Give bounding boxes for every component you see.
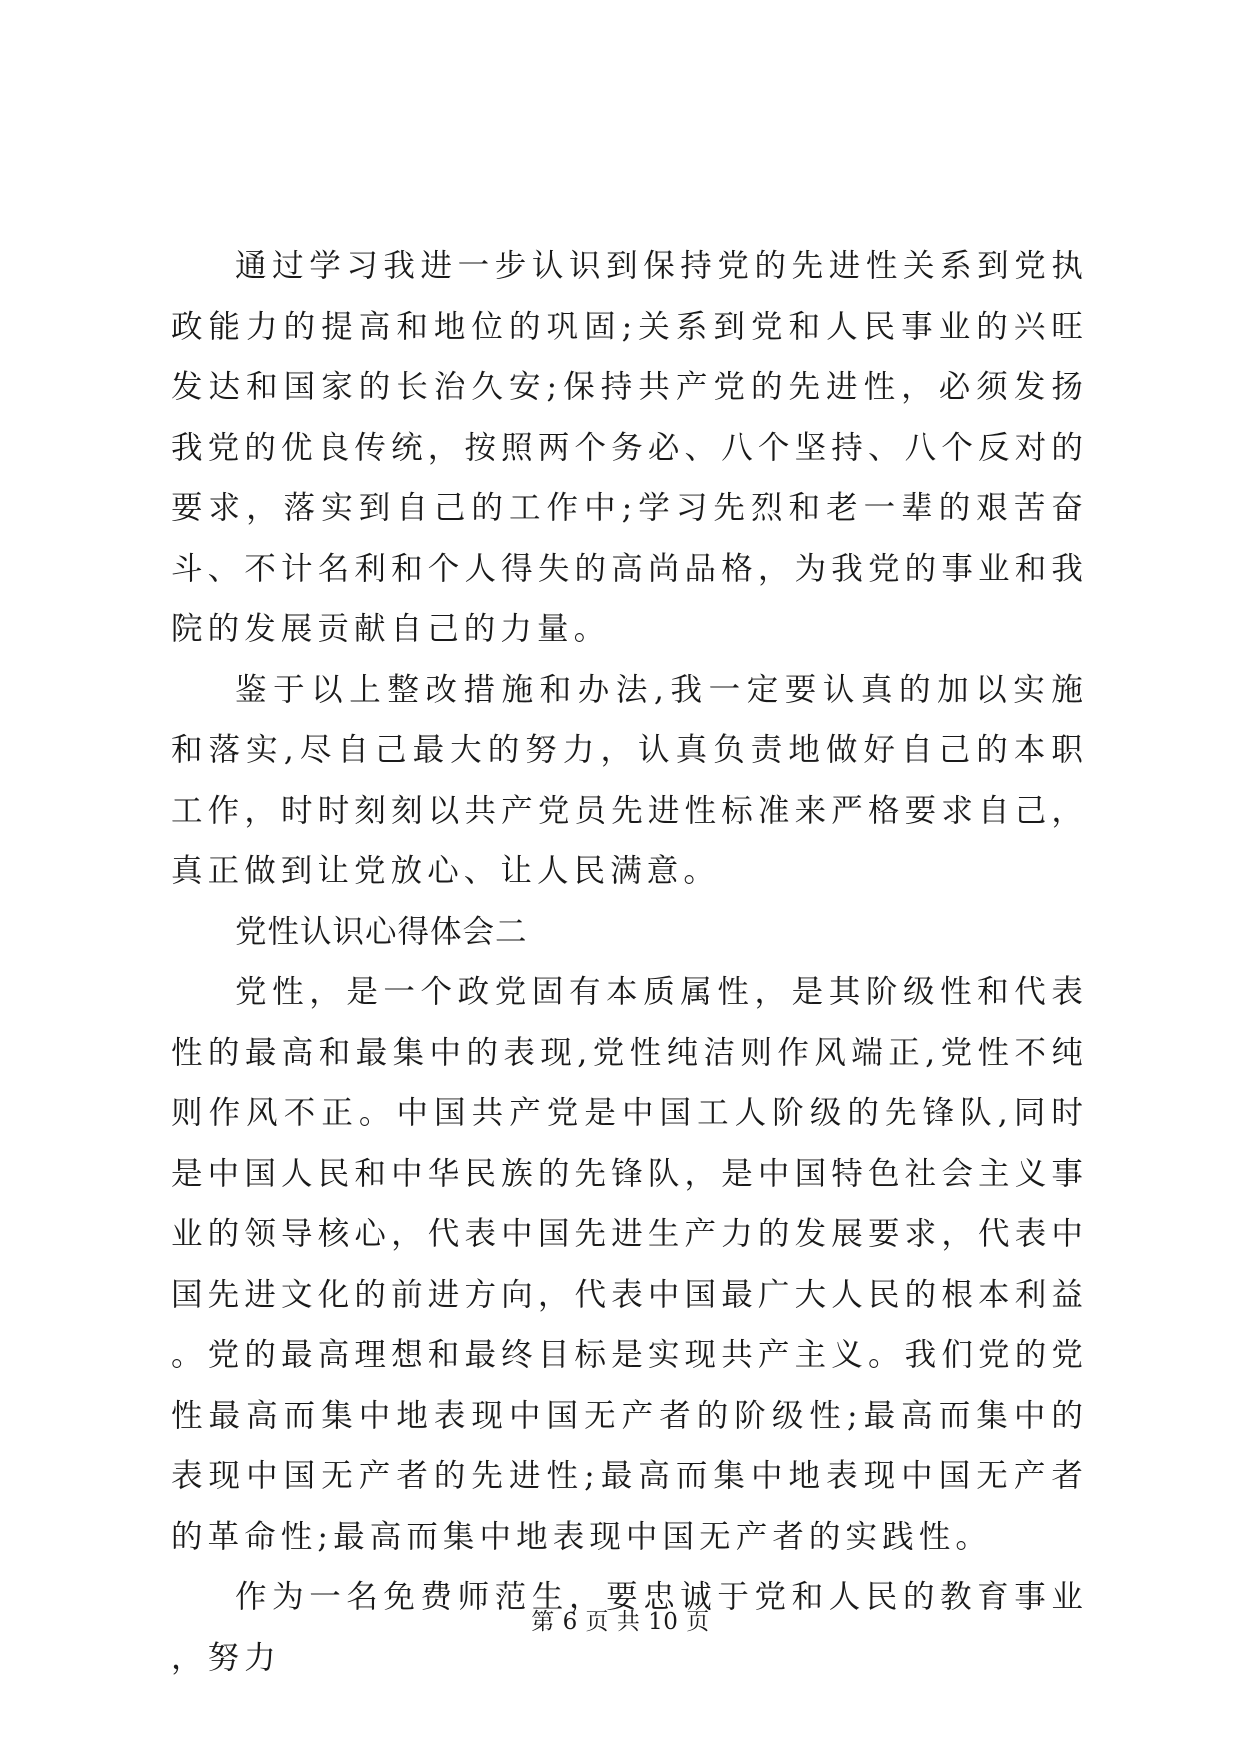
paragraph-learning-advancement: 通过学习我进一步认识到保持党的先进性关系到党执政能力的提高和地位的巩固;关系到党和人民事业的兴旺发达和国家的长治久安;保持共产党的先进性，必须发扬我党的优良传统，按照两个务必、八个坚持、八个反对的要求，落实到自己的工作中;学习先烈和老一辈的艰苦奋斗、不计名利和个人得失的高尚品格，为我党的事业和我院的发展贡献自己的力量。 bbox=[171, 248, 1088, 647]
section-heading: 党性认识心得体会二 bbox=[235, 913, 528, 950]
paragraph-normal-student: 作为一名免费师范生，要忠诚于党和人民的教育事业，努力 bbox=[171, 1579, 1088, 1676]
page-number-footer: 第 6 页 共 10 页 bbox=[531, 1609, 710, 1635]
paragraph-rectification: 鉴于以上整改措施和办法,我一定要认真的加以实施和落实,尽自己最大的努力，认真负责地做好自己的本职工作，时时刻刻以共产党员先进性标准来严格要求自己，真正做到让党放心、让人民满意。 bbox=[171, 671, 1088, 889]
page-body bbox=[171, 236, 1088, 1688]
paragraph-party-nature: 党性，是一个政党固有本质属性，是其阶级性和代表性的最高和最集中的表现,党性纯洁则作风端正,党性不纯则作风不正。中国共产党是中国工人阶级的先锋队,同时是中国人民和中华民族的先锋队，是中国特色社会主义事业的领导核心，代表中国先进生产力的发展要求，代表中国先进文化的前进方向，代表中国最广大人民的根本利益。党的最高理想和最终目标是实现共产主义。我们党的党性最高而集中地表现中国无产者的阶级性;最高而集中的表现中国无产者的先进性;最高而集中地表现中国无产者的革命性;最高而集中地表现中国无产者的实践性。 bbox=[171, 974, 1088, 1555]
